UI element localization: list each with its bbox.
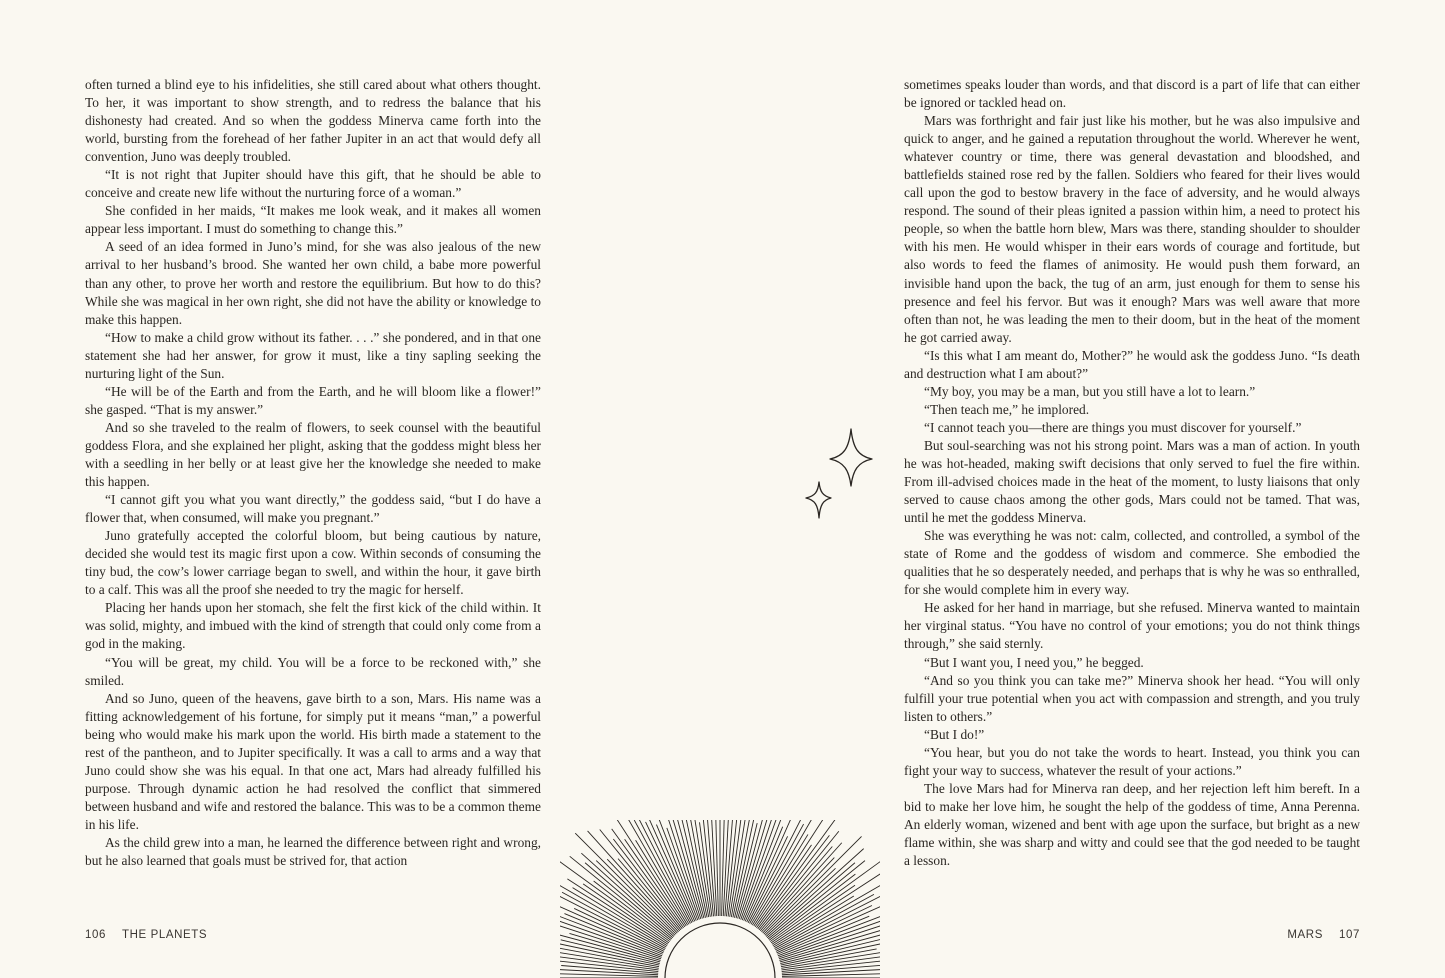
left-folio	[85, 929, 207, 941]
right-page-text	[904, 76, 1360, 870]
paragraph: “It is not right that Jupiter should have this gift, that he should be able to conceive and create new life without the nurturing force of a woman.”	[85, 167, 541, 201]
running-head: MARS	[1287, 929, 1323, 941]
sun-ray	[782, 967, 880, 974]
sun-ray	[756, 820, 835, 928]
sunburst-icon	[560, 820, 880, 978]
sun-ray	[723, 820, 730, 916]
left-page-text	[85, 76, 541, 870]
right-folio	[1287, 929, 1360, 941]
paragraph: And so Juno, queen of the heavens, gave birth to a son, Mars. His name was a fitting acknowledgement of his fortune, for simply put it means “man,” a powerful being who would make his mark upon the world. His birth made a statement to the rest of the pantheon, and to Jupiter specifically. It was a call to arms and a way that Juno could show she was his equal. In that one act, Mars had already fulfilled his purpose. Through dynamic action he had resolved the conflict that simmered between husband and wife and restored the balance. This was to be a common theme in his life.	[85, 690, 541, 832]
paragraph: “But I do!”	[924, 726, 985, 742]
paragraph: And so she traveled to the realm of flowers, to seek counsel with the beautiful goddess Flora, and she explained her plight, asking that the goddess might bless her with a seedling in her belly or at least give her the knowledge she needed to make this happen.	[85, 419, 541, 490]
paragraph: A seed of an idea formed in Juno’s mind, for she was also jealous of the new arrival to her husband’s brood. She wanted her own child, a babe more powerful than any other, to prove her worth and restore the equilibrium. But how to do this? While she was magical in her own right, she did not have the ability or knowledge to make this happen.	[85, 239, 541, 327]
sun-ray	[772, 870, 880, 944]
paragraph: She confided in her maids, “It makes me look weak, and it makes all women appear less important. I must do something to change this.”	[85, 203, 541, 237]
paragraph: “You hear, but you do not take the words to heart. Instead, you think you can fight your way to success, whatever the result of your actions.”	[904, 744, 1360, 778]
paragraph: She was everything he was not: calm, collected, and controlled, a symbol of the state of Rome and the goddess of wisdom and commerce. She embodied the qualities that he so desperately needed, and perhaps that is why he was so enthralled, for she would complete him in every way.	[904, 528, 1360, 598]
paragraph: “You will be great, my child. You will be a force to be reckoned with,” she smiled.	[85, 654, 541, 688]
sun-ray	[567, 879, 668, 944]
paragraph: “I cannot teach you—there are things you must discover for yourself.”	[924, 419, 1302, 435]
running-head: THE PLANETS	[122, 929, 208, 941]
paragraph: “I cannot gift you what you want directly,” the goddess said, “but I do have a flower that, when consumed, will make you pregnant.”	[85, 492, 541, 526]
sparkle-stars-icon	[800, 424, 880, 524]
paragraph: Mars was forthright and fair just like his mother, but he was also impulsive and quick to anger, and he gained a reputation throughout the world. Wherever he went, whatever country or time, there was general devastation and bloodshed, and battlefields stained rose red by the fallen. Soldiers who feared for their lives would call upon the god to bestow bravery in the face of adversity, and he would always respond. The sound of their pleas ignited a passion within him, a need to protect his people, so when the battle horn blew, Mars was there, standing shoulder to shoulder with his men. He would whisper in their ears words of courage and fortitude, but also words to feed the flames of animosity. He would push them forward, an invisible hand upon the back, the tug of an arm, just enough for them to sense his presence and feel his fervor. But was it enough? Mars was well aware that more often than not, he was leading the men to their doom, but in the heat of the moment he got carried away.	[904, 113, 1360, 345]
sun-ray	[768, 861, 865, 939]
paragraph: He asked for her hand in marriage, but she refused. Minerva wanted to maintain her virginal status. “You have no control of your emotions; you do not think things through,” she said sternly.	[904, 600, 1360, 652]
paragraph: Juno gratefully accepted the colorful bloom, but being cautious by nature, decided she would test its magic first upon a cow. Within seconds of consuming the tiny bud, the cow’s lower carriage began to swell, and within the hour, it gave birth to a calf. This was all the proof she needed to try the magic for herself.	[85, 528, 541, 598]
paragraph: The love Mars had for Minerva ran deep, and her rejection left him bereft. In a bid to make her love him, he sought the help of the goddess of time, Anna Perenna. An elderly woman, wizened and bent with age upon the surface, but bright as a new flame within, she was sharp and witty and could see that the god needed to be taught a lesson.	[904, 780, 1360, 869]
paragraph: But soul-searching was not his strong point. Mars was a man of action. In youth he was hot-headed, making swift decisions that only served to fuel the fire within. From ill-advised choices made in the heat of the moment, to lusty liaisons that only served to cause chaos among the other gods, Mars could not be tamed. That was, until he met the goddess Minerva.	[904, 437, 1360, 526]
page-number: 106	[85, 929, 106, 941]
sun-ray	[560, 968, 658, 975]
paragraph: “And so you think you can take me?” Minerva shook her head. “You will only fulfill your true potential when you act with compassion and strength, and you truly listen to others.”	[904, 672, 1360, 724]
paragraph: “Then teach me,” he implored.	[924, 401, 1090, 417]
paragraph: sometimes speaks louder than words, and that discord is a part of life that can either be ignored or tackled head on.	[904, 77, 1360, 111]
paragraph: “How to make a child grow without its father. . . .” she pondered, and in that one statement she had her answer, for grow it must, like a tiny sapling seeking the nurturing light of the Sun.	[85, 329, 541, 381]
paragraph: Placing her hands upon her stomach, she felt the first kick of the child within. It was solid, mighty, and imbued with the kind of strength that could only come from a god in the making.	[85, 600, 541, 652]
paragraph: “Is this what I am meant do, Mother?” he would ask the goddess Juno. “Is death and destruction what I am about?”	[904, 347, 1360, 381]
paragraph: As the child grew into a man, he learned the difference between right and wrong, but he also learned that goals must be strived for, that action	[85, 834, 541, 869]
paragraph: often turned a blind eye to his infidelities, she still cared about what others thought. To her, it was important to show strength, and to redress the balance that his dishonesty had created. And so when the goddess Minerva came forth into the world, bursting from the forehead of her father Jupiter in an act that would defy all convention, Juno was deeply troubled.	[85, 77, 541, 165]
sun-ray	[725, 820, 734, 916]
page-number: 107	[1339, 929, 1360, 941]
paragraph: “But I want you, I need you,” he begged.	[924, 654, 1144, 670]
paragraph: “He will be of the Earth and from the Earth, and he will bloom like a flower!” she gasped. “That is my answer.”	[85, 383, 541, 417]
paragraph: “My boy, you may be a man, but you still have a lot to learn.”	[924, 383, 1256, 399]
